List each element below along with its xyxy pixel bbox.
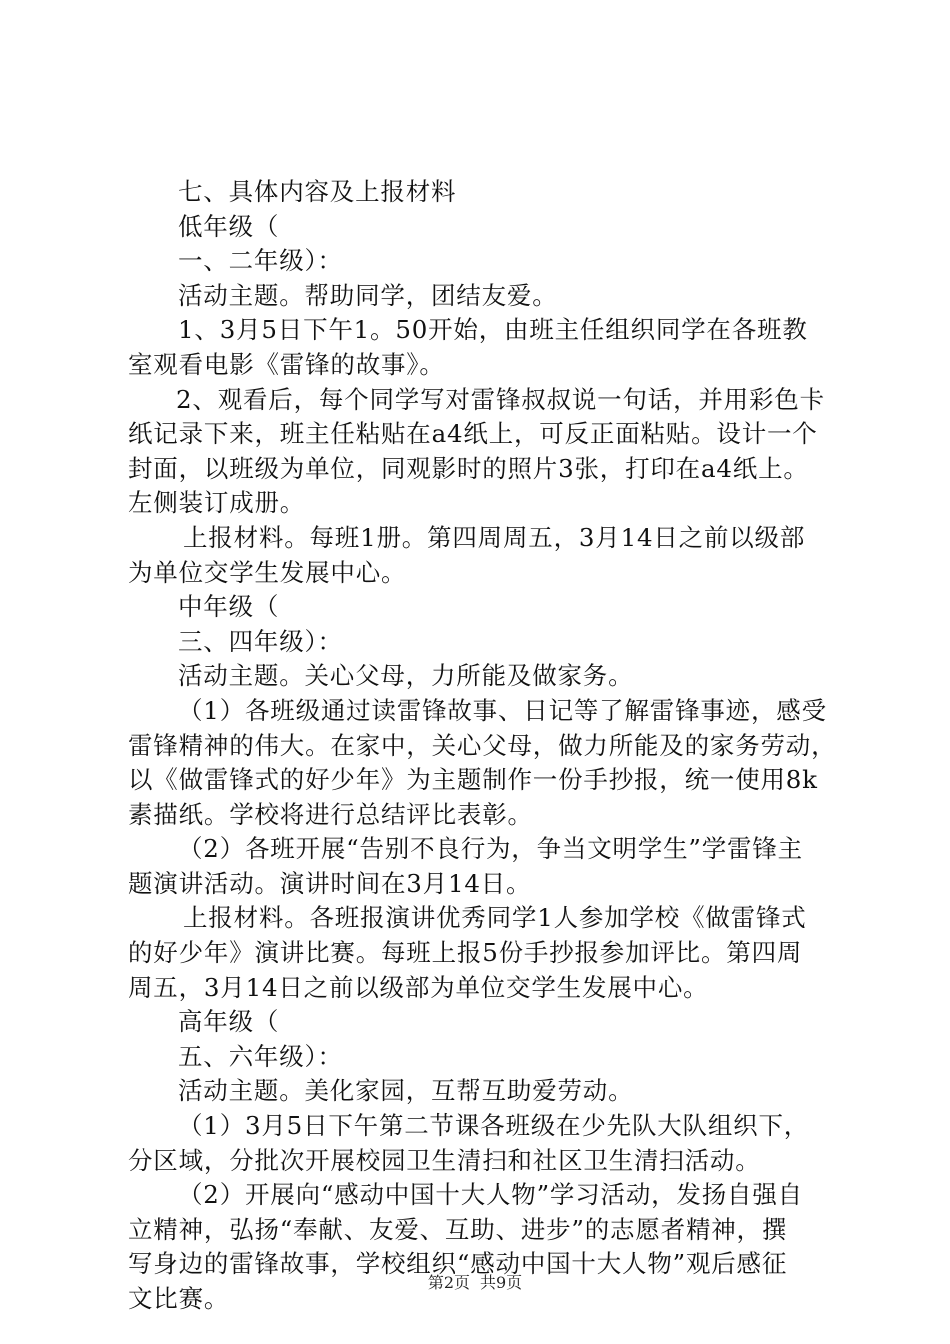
page-footer [0,1270,950,1293]
paragraph-line: 文比赛。 [128,1284,230,1313]
paragraph-line: （1）3月5日下午第二节课各班级在少先队大队组织下， [178,1111,810,1141]
paragraph-line: 素描纸。学校将进行总结评比表彰。 [128,799,533,829]
grade-range-low: 一、二年级）： [178,246,343,276]
section-heading: 七、具体内容及上报材料 [178,177,457,206]
paragraph-line: 2、观看后，每个同学写对雷锋叔叔说一句话，并用彩色卡 [176,384,825,414]
paragraph-line: 题演讲活动。演讲时间在3月14日。 [128,868,532,898]
grade-label-high: 高年级（ [178,1007,280,1037]
page-number-current: 第2页 [427,1273,470,1292]
grade-range-high: 五、六年级）： [178,1041,343,1071]
grade-label-mid: 中年级（ [178,592,280,622]
paragraph-line: 周五，3月14日之前以级部为单位交学生发展中心。 [128,972,709,1002]
paragraph-line: （2）开展向“感动中国十大人物”学习活动，发扬自强自 [178,1180,803,1210]
paragraph-line: 雷锋精神的伟大。在家中，关心父母，做力所能及的家务劳动， [128,730,837,760]
page-number-total: 共9页 [480,1273,523,1292]
grade-range-mid: 三、四年级）： [178,626,343,656]
paragraph-line: 纸记录下来，班主任粘贴在a4纸上，可反正面粘贴。设计一个 [128,419,818,449]
theme-high: 活动主题。美化家园，互帮互助爱劳动。 [178,1076,634,1106]
paragraph-line: 封面，以班级为单位，同观影时的照片3张，打印在a4纸上。 [128,453,809,483]
paragraph-line: 分区域，分批次开展校园卫生清扫和社区卫生清扫活动。 [128,1145,761,1175]
paragraph-line: （1）各班级通过读雷锋故事、日记等了解雷锋事迹，感受 [178,695,827,725]
theme-low: 活动主题。帮助同学，团结友爱。 [178,280,558,310]
paragraph-line: 上报材料。各班报演讲优秀同学1人参加学校《做雷锋式 [183,903,807,933]
paragraph-line: 上报材料。每班1册。第四周周五，3月14日之前以级部 [183,522,806,552]
paragraph-line: 1、3月5日下午1。50开始，由班主任组织同学在各班教 [178,315,808,345]
grade-label-low: 低年级（ [178,211,280,241]
paragraph-line: （2）各班开展“告别不良行为，争当文明学生”学雷锋主 [178,834,803,864]
paragraph-line: 的好少年》演讲比赛。每班上报5份手抄报参加评比。第四周 [128,938,803,968]
paragraph-line: 左侧装订成册。 [128,488,306,518]
paragraph-line: 以《做雷锋式的好少年》为主题制作一份手抄报，统一使用8k [128,765,818,795]
paragraph-line: 立精神，弘扬“奉献、友爱、互助、进步”的志愿者精神，撰 [128,1214,788,1244]
paragraph-line: 写身边的雷锋故事，学校组织“感动中国十大人物”观后感征 [128,1249,788,1279]
document-body [128,175,840,1317]
paragraph-line: 室观看电影《雷锋的故事》。 [128,349,445,379]
theme-mid: 活动主题。关心父母，力所能及做家务。 [178,661,634,691]
paragraph-line: 为单位交学生发展中心。 [128,557,407,587]
